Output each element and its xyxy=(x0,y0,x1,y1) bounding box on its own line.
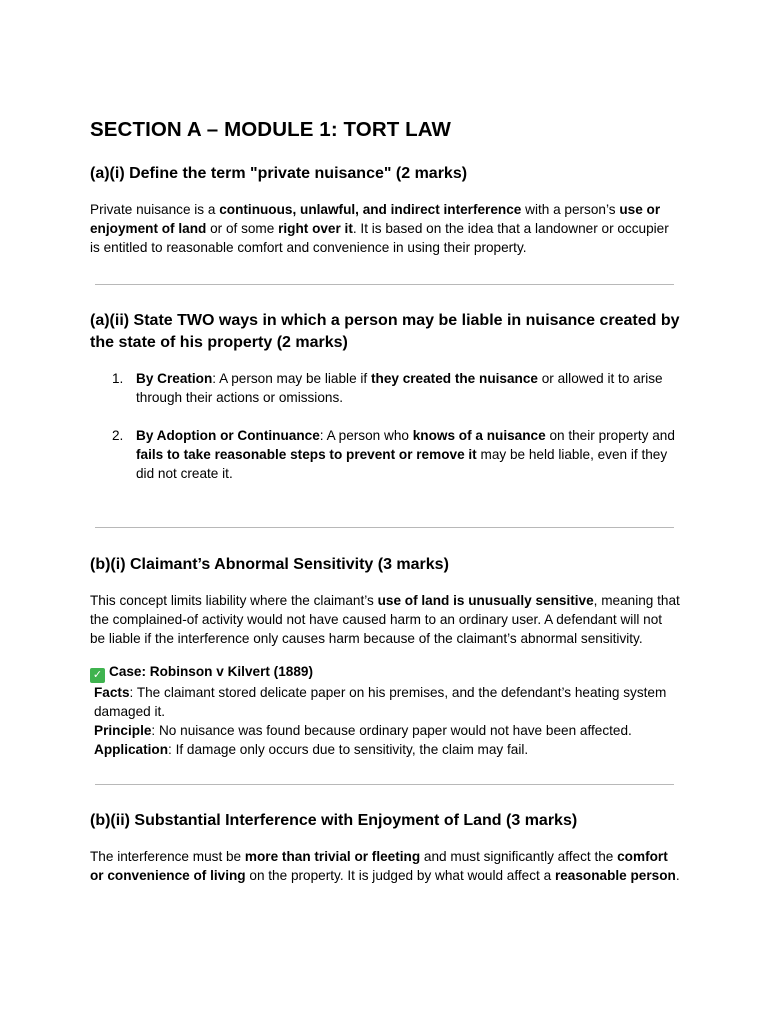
case-principle xyxy=(90,721,680,740)
case-facts xyxy=(90,683,680,721)
facts-text: : The claimant stored delicate paper on his premises, and the defendant’s heating system damaged it. xyxy=(94,685,667,719)
text: on their property and xyxy=(545,428,675,443)
bold-text: continuous, unlawful, and indirect interference xyxy=(219,202,522,217)
application-label: Application xyxy=(94,742,169,757)
case-application xyxy=(90,740,680,759)
bold-text: By Adoption or Continuance xyxy=(136,428,320,443)
section-a-i-paragraph xyxy=(90,200,680,257)
text: Private nuisance is a xyxy=(90,202,220,217)
section-heading-a-ii: (a)(ii) State TWO ways in which a person may be liable in nuisance created by the state of his property (2 marks) xyxy=(90,312,680,351)
text: The interference must be xyxy=(90,849,245,864)
list-item xyxy=(112,369,682,407)
bold-text: right over it xyxy=(278,221,353,236)
list-item xyxy=(112,426,682,483)
bold-text: they created the nuisance xyxy=(370,371,538,386)
principle-text: : No nuisance was found because ordinary paper would not have been affected. xyxy=(151,723,632,738)
bold-text: comfort or convenience of living xyxy=(90,849,668,883)
section-b-ii-paragraph xyxy=(90,847,680,885)
text: : A person who xyxy=(319,428,413,443)
text: or allowed it to arise through their actions or omissions. xyxy=(136,371,663,405)
divider xyxy=(95,527,674,528)
bold-text: use or enjoyment of land xyxy=(90,202,661,236)
list-number: 2. xyxy=(112,428,124,443)
text: or of some xyxy=(206,221,279,236)
application-text: : If damage only occurs due to sensitivity, the claim may fail. xyxy=(168,742,529,757)
principle-label: Principle xyxy=(94,723,152,738)
case-box xyxy=(90,662,680,759)
bold-text: use of land is unusually sensitive xyxy=(377,593,594,608)
divider xyxy=(95,284,674,285)
case-title xyxy=(90,662,680,683)
section-heading-a-i: (a)(i) Define the term "private nuisance" (2 marks) xyxy=(90,165,468,182)
bold-text: By Creation xyxy=(136,371,213,386)
section-heading-b-i: (b)(i) Claimant’s Abnormal Sensitivity (3 marks) xyxy=(90,556,449,573)
case-title-text: Case: Robinson v Kilvert (1889) xyxy=(109,664,313,679)
section-b-i-paragraph xyxy=(90,591,680,648)
text: and must significantly affect the xyxy=(420,849,618,864)
check-icon: ✓ xyxy=(90,668,105,683)
text: . It is based on the idea that a landowner or occupier is entitled to reasonable comfort and convenience in using their property. xyxy=(90,221,669,255)
text: , meaning that the complained-of activity would not have caused harm to an ordinary user. A defendant will not be liable if the interference only causes harm because of the claimant’s abnormal sensitivity. xyxy=(90,593,680,646)
bold-text: reasonable person xyxy=(554,868,676,883)
text: may be held liable, even if they did not create it. xyxy=(136,447,668,481)
text: This concept limits liability where the claimant’s xyxy=(90,593,378,608)
facts-label: Facts xyxy=(94,685,130,700)
list-number: 1. xyxy=(112,371,124,386)
text: on the property. It is judged by what would affect a xyxy=(245,868,555,883)
bold-text: knows of a nuisance xyxy=(412,428,546,443)
bold-text: more than trivial or fleeting xyxy=(244,849,421,864)
page-title: SECTION A – MODULE 1: TORT LAW xyxy=(90,118,451,141)
bold-text: fails to take reasonable steps to prevent or remove it xyxy=(136,447,477,462)
text: : A person may be liable if xyxy=(212,371,371,386)
section-heading-b-ii: (b)(ii) Substantial Interference with Enjoyment of Land (3 marks) xyxy=(90,812,578,829)
text: with a person’s xyxy=(521,202,620,217)
text: . xyxy=(675,868,680,883)
divider xyxy=(95,784,674,785)
